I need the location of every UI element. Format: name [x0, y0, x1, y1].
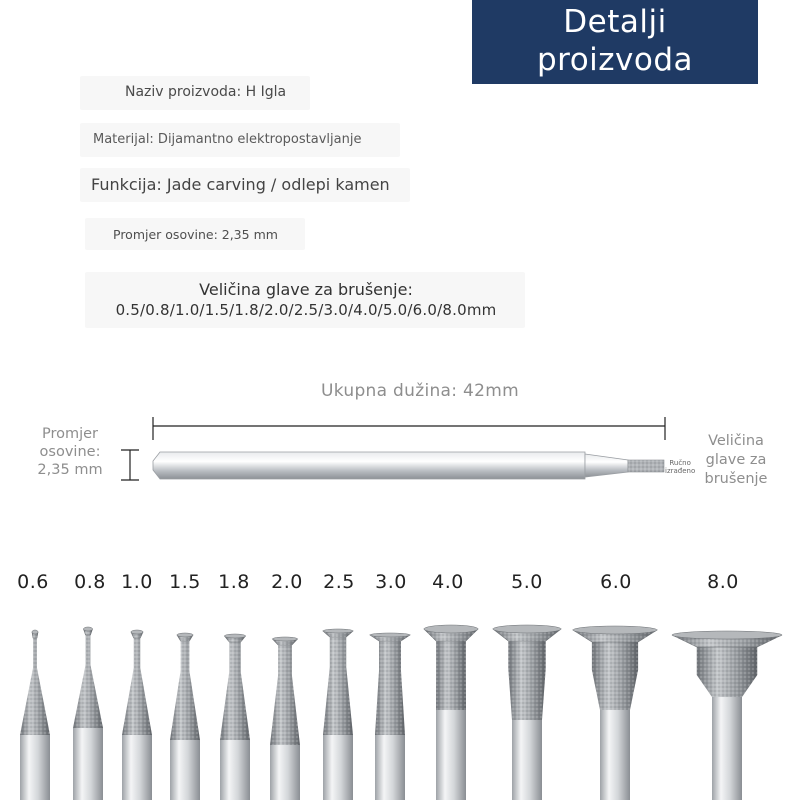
burr [573, 626, 657, 800]
burr-head-top [493, 625, 561, 633]
product-name: Naziv proizvoda: H Igla [125, 84, 287, 100]
burr [220, 634, 250, 800]
burr-neck-grit [220, 642, 250, 740]
burr-neck-grit [697, 645, 758, 697]
burr-size-label: 1.8 [218, 571, 250, 593]
burr-neck-grit [375, 641, 405, 735]
product-material: Materijal: Dijamantno elektropostavljanje [93, 132, 362, 147]
burr-shaft [270, 745, 300, 800]
burr-head-top [573, 626, 657, 634]
burr-head-top [225, 634, 246, 638]
burr [20, 630, 50, 800]
shaft-label-line-2: osovine: [39, 444, 101, 460]
total-length-dimension [153, 417, 665, 440]
burr-size-label: 1.5 [169, 571, 201, 593]
burr-neck-grit [323, 637, 353, 735]
burr-shaft [512, 720, 542, 800]
head-label-line-2: glave za [705, 452, 767, 468]
burr [672, 631, 782, 800]
head-size-title: Veličina glave za brušenje: [199, 280, 413, 299]
burr [493, 625, 561, 800]
handmade-line-1: Ručno [669, 459, 691, 467]
burr-neck-grit [122, 638, 152, 735]
shaft-diameter-dimension [121, 450, 139, 480]
burr-head-top [131, 630, 143, 634]
head-label-line-3: brušenje [704, 471, 768, 487]
burr-shaft [170, 740, 200, 800]
burr-shaft [375, 735, 405, 800]
burr-size-label: 8.0 [707, 571, 739, 593]
burr-head-top [424, 625, 478, 633]
burr-head-top [323, 629, 353, 633]
burr [73, 627, 103, 800]
burr-shaft [122, 735, 152, 800]
burr-neck-grit [73, 635, 103, 728]
burr-shaft [73, 728, 103, 800]
product-function: Funkcija: Jade carving / odlepi kamen [91, 175, 390, 194]
burr-size-label: 0.8 [74, 571, 106, 593]
burr [370, 633, 410, 800]
burr-shaft [712, 697, 742, 800]
burr-size-label: 2.0 [271, 571, 303, 593]
burr-shaft [220, 740, 250, 800]
shaft-diameter: Promjer osovine: 2,35 mm [113, 227, 278, 242]
burr-size-label: 6.0 [600, 571, 632, 593]
burr-size-label: 2.5 [323, 571, 355, 593]
needle-side-view [153, 452, 664, 479]
head-size-list: 0.5/0.8/1.0/1.5/1.8/2.0/2.5/3.0/4.0/5.0/6.0/8.0mm [115, 301, 497, 319]
burr-neck-grit [20, 638, 50, 735]
burr-neck-grit [270, 645, 300, 745]
total-length-label: Ukupna dužina: 42mm [321, 381, 519, 401]
burr-shaft [436, 710, 466, 800]
burr [270, 637, 300, 800]
shaft-label-line-1: Promjer [41, 426, 99, 442]
burr [424, 625, 478, 800]
burr-size-label: 1.0 [121, 571, 153, 593]
burr-neck-grit [592, 640, 638, 710]
burr-head-top [672, 631, 782, 639]
burr [122, 630, 152, 800]
burr-head-top [84, 627, 93, 631]
burr-neck-grit [508, 639, 545, 720]
burr-head-top [177, 633, 193, 637]
handmade-line-2: izrađeno [665, 467, 696, 475]
burr-head-top [32, 630, 38, 634]
burr-neck-grit [436, 639, 466, 710]
burr-size-label: 3.0 [375, 571, 407, 593]
burr-row [20, 625, 782, 800]
shaft-label-line-3: 2,35 mm [37, 462, 103, 478]
head-label-line-1: Veličina [708, 433, 764, 449]
burr-shaft [600, 710, 630, 800]
burr-head-top [370, 633, 410, 637]
burr-size-label: 0.6 [17, 571, 49, 593]
header-title-line-2: proizvoda [536, 42, 694, 78]
burr-shaft [323, 735, 353, 800]
burr-size-label: 4.0 [432, 571, 464, 593]
burr-shaft [20, 735, 50, 800]
burr [323, 629, 353, 800]
header-title-line-1: Detalji [563, 4, 667, 40]
burr-head-top [273, 637, 298, 641]
burr-size-label: 5.0 [511, 571, 543, 593]
burr-neck-grit [170, 641, 200, 740]
burr [170, 633, 200, 800]
